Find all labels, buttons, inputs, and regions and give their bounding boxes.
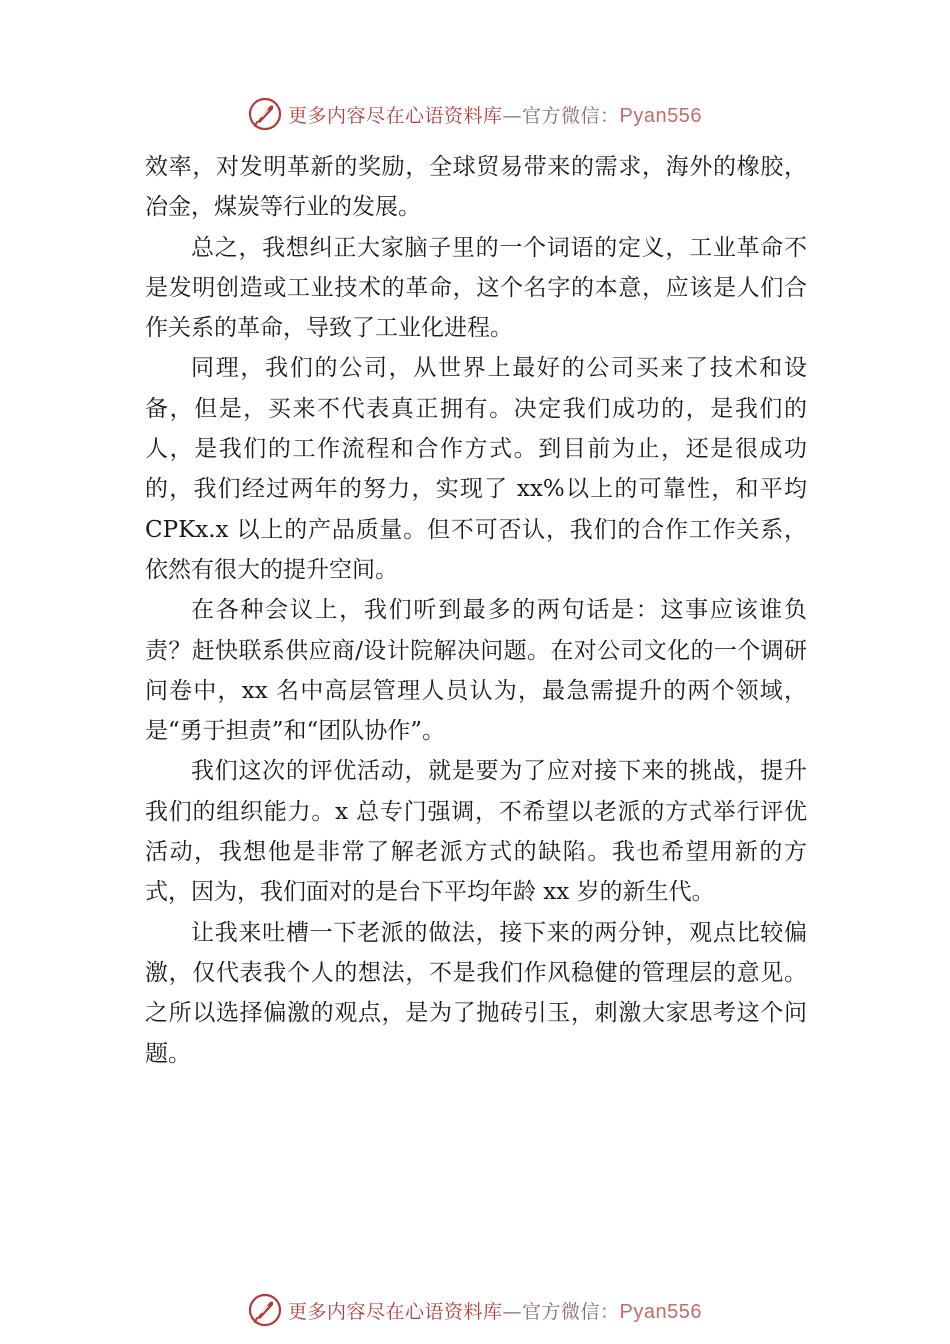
paragraph-6: 让我来吐槽一下老派的做法，接下来的两分钟，观点比较偏激，仅代表我个人的想法，不是我们作风稳健的管理层的意见。之所以选择偏激的观点，是为了抛砖引玉，刺激大家思考这个问题。: [145, 919, 807, 1067]
header-wechat-handle: Pyan556: [619, 104, 702, 127]
quill-pen-logo-icon: [248, 97, 282, 131]
footer-banner-title: 更多内容尽在心语资料库: [288, 1300, 503, 1323]
paragraph-5: 我们这次的评优活动，就是要为了应对接下来的挑战，提升我们的组织能力。x 总专门强调，不希望以老派的方式举行评优活动，我想他是非常了解老派方式的缺陷。我也希望用新的方式，因为，我们面对的是台下平均年龄 xx 岁的新生代。: [145, 758, 807, 906]
header-banner-title: 更多内容尽在心语资料库: [288, 104, 503, 127]
header-banner: [0, 94, 950, 134]
paragraph-4: 在各种会议上，我们听到最多的两句话是：这事应该谁负责？赶快联系供应商/设计院解决问题。在对公司文化的一个调研问卷中，xx 名中高层管理人员认为，最急需提升的两个领域，是“勇于担责”和“团队协作”。: [145, 597, 807, 745]
footer-wechat-handle: Pyan556: [619, 1300, 702, 1323]
footer-banner-text: [288, 1297, 702, 1324]
quill-pen-logo-icon: [248, 1293, 282, 1327]
paragraph-2: 总之，我想纠正大家脑子里的一个词语的定义，工业革命不是发明创造或工业技术的革命，这个名字的本意，应该是人们合作关系的革命，导致了工业化进程。: [145, 234, 807, 342]
header-banner-separator: —官方微信：: [502, 104, 620, 127]
footer-banner-separator: —官方微信：: [502, 1300, 620, 1323]
paragraph-1: 效率，对发明革新的奖励，全球贸易带来的需求，海外的橡胶，冶金，煤炭等行业的发展。: [145, 154, 807, 221]
header-banner-text: [288, 101, 702, 128]
document-body: [145, 147, 807, 1074]
paragraph-3: 同理，我们的公司，从世界上最好的公司买来了技术和设备，但是，买来不代表真正拥有。决定我们成功的，是我们的人，是我们的工作流程和合作方式。到目前为止，还是很成功的，我们经过两年的努力，实现了 xx%以上的可靠性，和平均 CPKx.x 以上的产品质量。但不可否认，我们的合作工作关系，依然有很大的提升空间。: [145, 355, 807, 583]
footer-banner: [0, 1290, 950, 1330]
